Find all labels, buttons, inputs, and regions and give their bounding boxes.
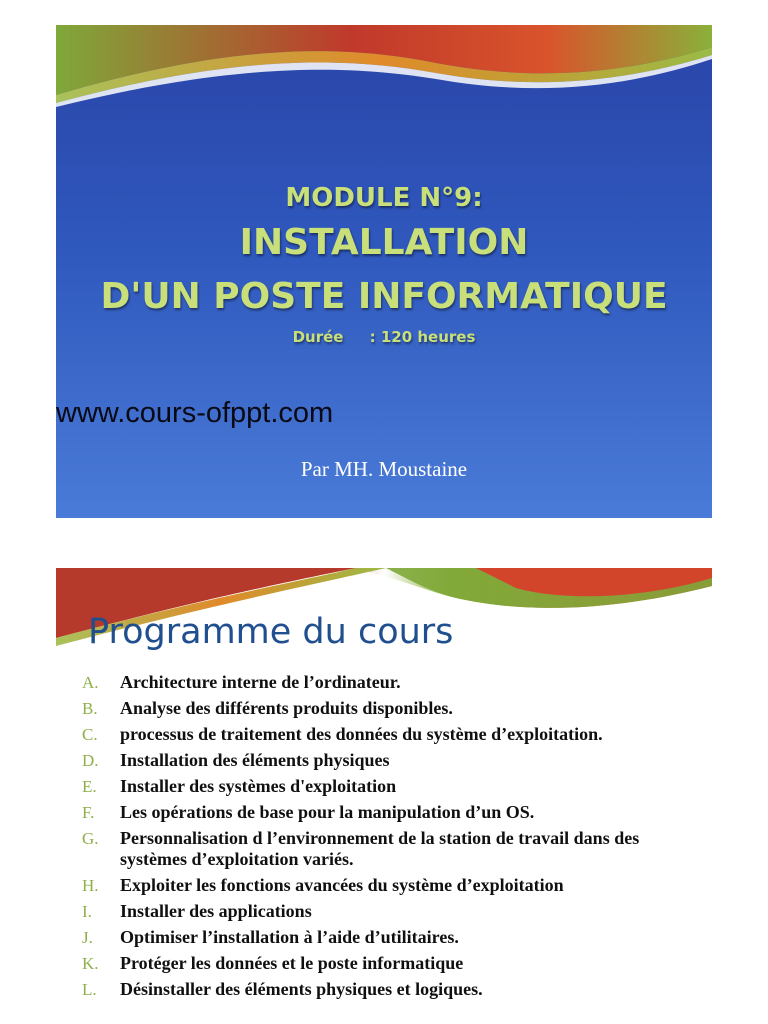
list-item <box>82 802 702 823</box>
item-text: Analyse des différents produits disponibles. <box>120 698 453 718</box>
item-letter: B. <box>82 699 98 718</box>
list-item <box>82 828 702 870</box>
list-item <box>82 672 702 693</box>
program-list <box>82 672 702 1005</box>
list-item <box>82 750 702 771</box>
title-slide <box>56 25 712 518</box>
title-block <box>56 180 712 348</box>
item-text: Architecture interne de l’ordinateur. <box>120 672 401 692</box>
item-letter: E. <box>82 777 97 796</box>
item-text: Installation des éléments physiques <box>120 750 390 770</box>
list-item <box>82 979 702 1000</box>
item-text: Protéger les données et le poste informatique <box>120 953 464 973</box>
item-letter: L. <box>82 980 97 999</box>
item-text: Installer des systèmes d'exploitation <box>120 776 397 796</box>
item-letter: H. <box>82 876 99 895</box>
item-letter: F. <box>82 803 95 822</box>
item-text: Optimiser l’installation à l’aide d’utilitaires. <box>120 927 459 947</box>
item-text: Personnalisation d l’environnement de la station de travail dans des systèmes d’exploitation variés. <box>120 828 640 869</box>
watermark-url: www.cours-ofppt.com <box>56 397 334 429</box>
list-item <box>82 698 702 719</box>
item-letter: K. <box>82 954 99 973</box>
item-text: Désinstaller des éléments physiques et logiques. <box>120 979 483 999</box>
item-letter: D. <box>82 751 99 770</box>
duration-text: Durée : 120 heures <box>292 328 476 346</box>
item-text: processus de traitement des données du système d’exploitation. <box>120 724 603 744</box>
list-item <box>82 776 702 797</box>
item-letter: G. <box>82 829 99 848</box>
item-letter: J. <box>82 928 93 947</box>
item-text: Les opérations de base pour la manipulation d’un OS. <box>120 802 535 822</box>
list-item <box>82 927 702 948</box>
item-text: Installer des applications <box>120 901 312 921</box>
decorative-wave-banner <box>56 25 712 135</box>
program-slide <box>56 568 712 1024</box>
list-item <box>82 901 702 922</box>
item-text: Exploiter les fonctions avancées du système d’exploitation <box>120 875 564 895</box>
author-text: Par MH. Moustaine <box>300 457 468 481</box>
item-letter: C. <box>82 725 98 744</box>
title-line-1: INSTALLATION <box>239 222 529 263</box>
module-number: MODULE N°9: <box>285 183 483 213</box>
list-item <box>82 953 702 974</box>
program-title: Programme du cours <box>88 612 454 652</box>
item-letter: A. <box>82 673 99 692</box>
list-item <box>82 875 702 896</box>
item-letter: I. <box>82 902 92 921</box>
list-item <box>82 724 702 745</box>
title-line-2: D'UN POSTE INFORMATIQUE <box>100 276 668 317</box>
